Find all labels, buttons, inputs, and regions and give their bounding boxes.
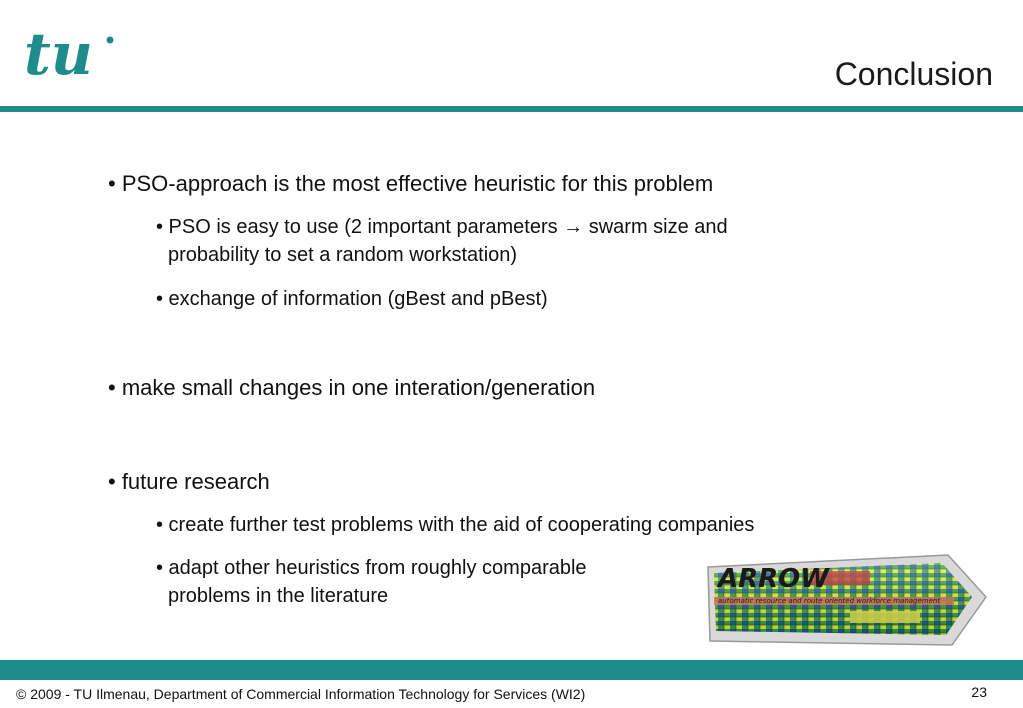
- footer-copyright: © 2009 - TU Ilmenau, Department of Commercial Information Technology for Services (WI2): [16, 686, 586, 702]
- bullet-test-problems: • create further test problems with the aid of cooperating companies: [156, 514, 755, 536]
- page-number: 23: [971, 684, 987, 700]
- arrow-project-logo: [700, 545, 990, 655]
- bullet-pso-easy-text-end: swarm size and: [583, 216, 728, 238]
- page-title: Conclusion: [834, 56, 993, 92]
- bullet-adapt-heuristics: [156, 554, 587, 610]
- bullet-changes: • make small changes in one interation/generation: [108, 375, 596, 400]
- bullet-pso: • PSO-approach is the most effective heuristic for this problem: [108, 171, 714, 196]
- footer-bar: [0, 660, 1023, 680]
- bullet-adapt-text: • adapt other heuristics from roughly comparable: [156, 557, 587, 579]
- bullet-pso-easy-continuation: probability to set a random workstation): [168, 244, 518, 266]
- logo-text: tu: [24, 22, 93, 86]
- bullet-pso-easy: [156, 213, 728, 269]
- bullet-pso-easy-text: • PSO is easy to use (2 important parameters: [156, 216, 564, 238]
- arrow-logo-subtitle: automatic resource and route oriented workforce management: [718, 597, 941, 605]
- arrow-right-icon: →: [563, 216, 584, 238]
- bullet-future: • future research: [108, 469, 270, 494]
- bullet-exchange: • exchange of information (gBest and pBest): [156, 288, 548, 310]
- arrow-logo-title: ARROW: [718, 564, 829, 594]
- bullet-adapt-continuation: problems in the literature: [168, 585, 389, 607]
